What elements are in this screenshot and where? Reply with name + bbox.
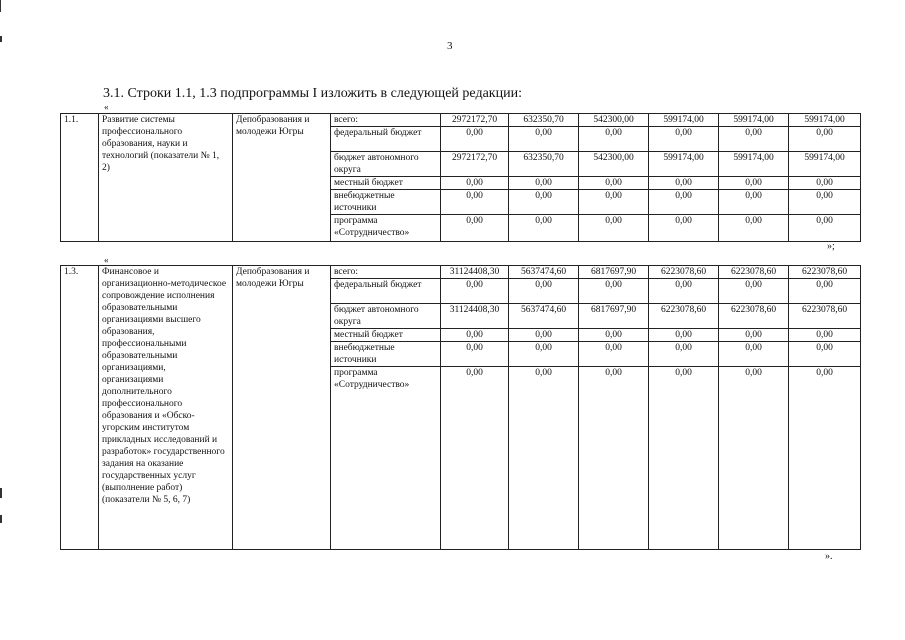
amount-cell: 0,00 bbox=[579, 279, 649, 304]
amount-cell: 0,00 bbox=[509, 367, 579, 550]
amount-cell: 0,00 bbox=[509, 329, 579, 342]
item-code: 1.1. bbox=[61, 114, 99, 242]
amount-cell: 0,00 bbox=[789, 342, 861, 367]
table1-body bbox=[61, 114, 861, 242]
amount-cell: 632350,70 bbox=[509, 152, 579, 177]
amount-cell: 599174,00 bbox=[789, 114, 861, 127]
amount-cell: 6817697,90 bbox=[579, 304, 649, 329]
amount-cell: 0,00 bbox=[719, 342, 789, 367]
amount-cell: 0,00 bbox=[649, 190, 719, 215]
funding-source: бюджет автономного округа bbox=[331, 304, 441, 329]
amount-cell: 2972172,70 bbox=[441, 114, 509, 127]
amount-cell: 599174,00 bbox=[719, 114, 789, 127]
amount-cell: 0,00 bbox=[789, 177, 861, 190]
scan-mark bbox=[0, 515, 2, 523]
scan-mark bbox=[0, 488, 2, 498]
amount-cell: 0,00 bbox=[441, 329, 509, 342]
amount-cell: 0,00 bbox=[441, 127, 509, 152]
funding-source: федеральный бюджет bbox=[331, 127, 441, 152]
opening-quote-1: « bbox=[104, 102, 109, 112]
amount-cell: 0,00 bbox=[509, 279, 579, 304]
amount-cell: 2972172,70 bbox=[441, 152, 509, 177]
amount-cell: 0,00 bbox=[789, 127, 861, 152]
amount-cell: 0,00 bbox=[789, 190, 861, 215]
amount-cell: 0,00 bbox=[509, 215, 579, 242]
amount-cell: 0,00 bbox=[579, 329, 649, 342]
amount-cell: 0,00 bbox=[441, 279, 509, 304]
page-number: 3 bbox=[447, 40, 453, 52]
amount-cell: 542300,00 bbox=[579, 114, 649, 127]
item-code: 1.3. bbox=[61, 266, 99, 550]
amount-cell: 0,00 bbox=[441, 190, 509, 215]
amount-cell: 6223078,60 bbox=[649, 266, 719, 279]
funding-source: всего: bbox=[331, 266, 441, 279]
amount-cell: 31124408,30 bbox=[441, 266, 509, 279]
budget-table-row-1-3 bbox=[60, 265, 861, 550]
amount-cell: 0,00 bbox=[719, 177, 789, 190]
amount-cell: 0,00 bbox=[719, 190, 789, 215]
amount-cell: 0,00 bbox=[789, 279, 861, 304]
amount-cell: 0,00 bbox=[509, 127, 579, 152]
amount-cell: 0,00 bbox=[441, 177, 509, 190]
funding-source: местный бюджет bbox=[331, 329, 441, 342]
amount-cell: 0,00 bbox=[509, 190, 579, 215]
amount-cell: 0,00 bbox=[649, 177, 719, 190]
amount-cell: 0,00 bbox=[649, 342, 719, 367]
amount-cell: 6223078,60 bbox=[719, 266, 789, 279]
responsible-executor: Депобразования и молодежи Югры bbox=[233, 266, 331, 550]
amount-cell: 599174,00 bbox=[789, 152, 861, 177]
amount-cell: 5637474,60 bbox=[509, 266, 579, 279]
amount-cell: 0,00 bbox=[649, 329, 719, 342]
amount-cell: 0,00 bbox=[579, 127, 649, 152]
amount-cell: 31124408,30 bbox=[441, 304, 509, 329]
funding-source: бюджет автономного округа bbox=[331, 152, 441, 177]
amount-cell: 0,00 bbox=[649, 367, 719, 550]
amount-cell: 599174,00 bbox=[649, 114, 719, 127]
amount-cell: 5637474,60 bbox=[509, 304, 579, 329]
amount-cell: 599174,00 bbox=[719, 152, 789, 177]
amount-cell: 0,00 bbox=[441, 367, 509, 550]
amount-cell: 0,00 bbox=[719, 215, 789, 242]
item-name: Развитие системы профессионального образования, науки и технологий (показатели № 1, 2) bbox=[99, 114, 233, 242]
table-row bbox=[61, 266, 861, 279]
amount-cell: 6817697,90 bbox=[579, 266, 649, 279]
closing-quote-2: ». bbox=[825, 551, 833, 562]
amount-cell: 0,00 bbox=[579, 342, 649, 367]
amount-cell: 6223078,60 bbox=[719, 304, 789, 329]
amount-cell: 0,00 bbox=[649, 215, 719, 242]
amount-cell: 0,00 bbox=[649, 279, 719, 304]
opening-quote-2: « bbox=[104, 255, 109, 265]
amount-cell: 0,00 bbox=[789, 215, 861, 242]
funding-source: внебюджетные источники bbox=[331, 342, 441, 367]
amount-cell: 0,00 bbox=[441, 342, 509, 367]
scan-mark bbox=[0, 36, 2, 42]
amount-cell: 0,00 bbox=[719, 279, 789, 304]
amount-cell: 0,00 bbox=[441, 215, 509, 242]
item-name: Финансовое и организационно-методическое сопровождение исполнения образовательными организациями высшего образования, профессиональными образовательными организациями, организациями дополнительного профессионального образования и «Обско-угорским институтом прикладных исследований и разработок» государственного задания на оказание государственных услуг (выполнение работ) (показатели № 5, 6, 7) bbox=[99, 266, 233, 550]
amount-cell: 6223078,60 bbox=[789, 304, 861, 329]
amount-cell: 632350,70 bbox=[509, 114, 579, 127]
funding-source: программа «Сотрудничество» bbox=[331, 215, 441, 242]
closing-quote-1: »; bbox=[827, 241, 835, 252]
amount-cell: 0,00 bbox=[789, 367, 861, 550]
amount-cell: 0,00 bbox=[649, 127, 719, 152]
amount-cell: 542300,00 bbox=[579, 152, 649, 177]
amount-cell: 0,00 bbox=[719, 127, 789, 152]
funding-source: всего: bbox=[331, 114, 441, 127]
amount-cell: 0,00 bbox=[789, 329, 861, 342]
amount-cell: 599174,00 bbox=[649, 152, 719, 177]
amount-cell: 0,00 bbox=[719, 329, 789, 342]
amount-cell: 0,00 bbox=[579, 177, 649, 190]
amount-cell: 0,00 bbox=[579, 215, 649, 242]
scan-mark bbox=[0, 0, 1, 12]
budget-table-row-1-1 bbox=[60, 113, 861, 242]
responsible-executor: Депобразования и молодежи Югры bbox=[233, 114, 331, 242]
amount-cell: 0,00 bbox=[509, 177, 579, 190]
section-heading: 3.1. Строки 1.1, 1.3 подпрограммы I изложить в следующей редакции: bbox=[103, 86, 522, 101]
table2-body bbox=[61, 266, 861, 550]
amount-cell: 0,00 bbox=[579, 190, 649, 215]
funding-source: внебюджетные источники bbox=[331, 190, 441, 215]
funding-source: федеральный бюджет bbox=[331, 279, 441, 304]
amount-cell: 6223078,60 bbox=[649, 304, 719, 329]
amount-cell: 0,00 bbox=[579, 367, 649, 550]
amount-cell: 0,00 bbox=[719, 367, 789, 550]
table-row bbox=[61, 114, 861, 127]
amount-cell: 6223078,60 bbox=[789, 266, 861, 279]
funding-source: местный бюджет bbox=[331, 177, 441, 190]
amount-cell: 0,00 bbox=[509, 342, 579, 367]
funding-source: программа «Сотрудничество» bbox=[331, 367, 441, 550]
